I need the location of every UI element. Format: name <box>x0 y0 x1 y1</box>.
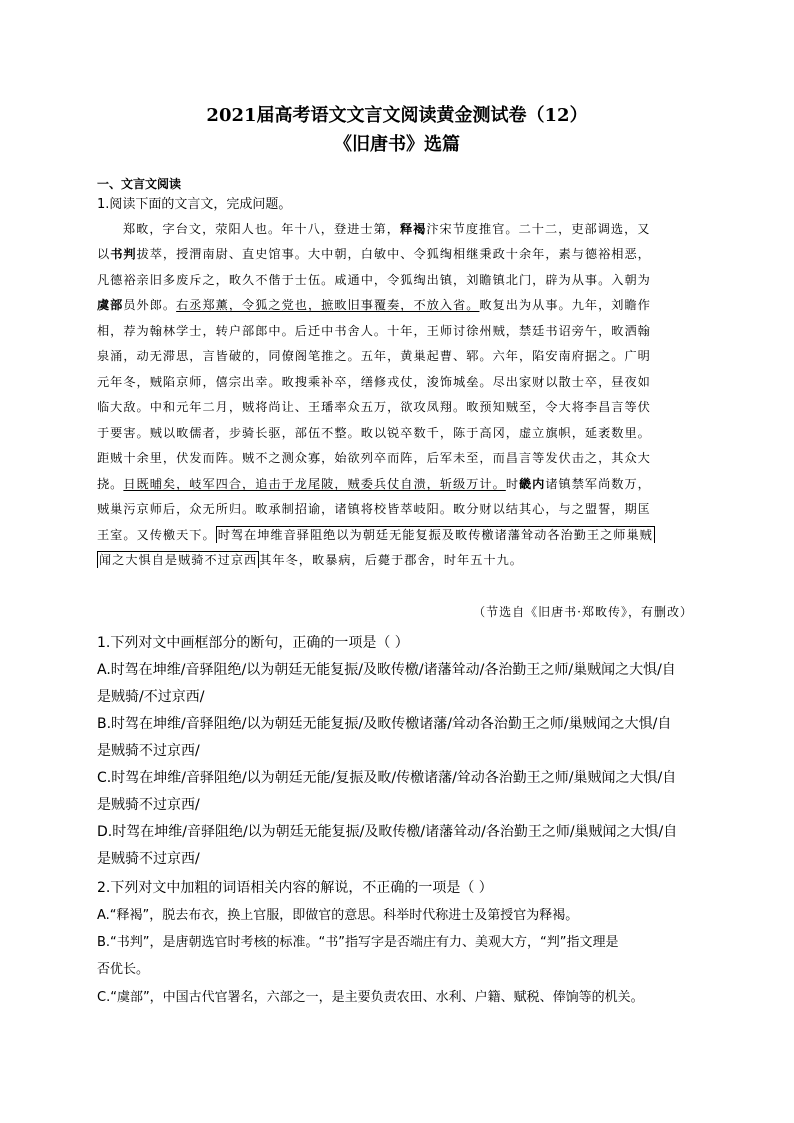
bold-term: 释褐 <box>399 222 427 236</box>
option-2b-cont: 否优长。 <box>97 962 150 977</box>
section-heading: 一、文言文阅读 <box>97 177 182 191</box>
question-2: 2.下列对文中加粗的词语相关内容的解说，不正确的一项是（ ） <box>97 880 493 896</box>
passage-line: 虞部员外郎。右丞郑薰，令狐之党也，摭畋旧事覆奏，不放入省。畋复出为从事。九年，刘瞻作 <box>97 298 651 312</box>
underlined-sentence: 日既晡矣，岐军四合，追击于龙尾陂，贼委兵仗自溃，斩级万计。 <box>123 477 506 491</box>
reading-instruction: 1.阅读下面的文言文，完成问题。 <box>97 197 292 212</box>
underlined-sentence: 右丞郑薰，令狐之党也，摭畋旧事覆奏，不放入省。 <box>176 298 480 312</box>
passage-line: 郑畋，字台文，荥阳人也。年十八，登进士第，释褐汴宋节度推官。二十二，吏部调选，又 <box>123 222 651 236</box>
passage-line: 元年冬，贼陷京师，僖宗出幸。畋搜乘补卒，缮修戎仗，浚饰城垒。尽出家财以散士卒，昼夜如 <box>97 375 651 389</box>
bold-term: 虞部 <box>97 298 124 312</box>
passage-line: 闻之大惧自是贼骑不过京西 其年冬，畋暴病，后薨于郡舍，时年五十九。 <box>99 553 523 567</box>
bold-term: 畿内 <box>519 477 546 491</box>
passage-line: 相，荐为翰林学士，转户部郎中。后迁中书舍人。十年，王师讨徐州贼，禁廷书诏旁午，畋洒翰 <box>97 324 651 338</box>
passage-source: （节选自《旧唐书·郑畋传》，有删改） <box>473 605 693 619</box>
document-subtitle: 《旧唐书》选篇 <box>334 134 460 155</box>
option-2c: C.“虞部”，中国古代官署名，六部之一，是主要负责农田、水利、户籍、赋税、俸饷等的机关。 <box>97 990 644 1005</box>
boxed-passage: 时驾在坤维音驿阻绝以为朝廷无能复振及畋传檄诸藩耸动各治勤王之师巢贼 <box>217 528 653 542</box>
bold-term: 书判 <box>110 247 137 261</box>
option-a: A.时驾在坤维/音驿阻绝/以为朝廷无能复振/及畋传檄/诸藩耸动/各治勤王之师/巢贼闻之大惧/自 <box>97 662 676 678</box>
passage-line: 凡德裕亲旧多废斥之，畋久不偕于士伍。咸通中，令狐绹出镇，刘瞻镇北门，辟为从事。入朝为 <box>97 273 651 287</box>
passage-line: 临大敌。中和元年二月，贼将尚让、王璠率众五万，欲攻凤翔。畋预知贼至，令大将李昌言等伏 <box>97 400 651 414</box>
passage-line: 以书判拔萃，授渭南尉、直史馆事。大中朝，白敏中、令狐绹相继秉政十余年，素与德裕相恶， <box>97 247 651 261</box>
passage-line: 于要害。贼以畋儒者，步骑长驱，部伍不整。畋以锐卒数千，陈于高冈，虚立旗帜，延袤数里。 <box>97 426 651 440</box>
passage-line: 挠。日既晡矣，岐军四合，追击于龙尾陂，贼委兵仗自溃，斩级万计。时畿内诸镇禁军尚数万， <box>97 477 651 491</box>
passage-line: 王室。又传檄天下。 时驾在坤维音驿阻绝以为朝廷无能复振及畋传檄诸藩耸动各治勤王之师巢贼 <box>97 528 653 542</box>
option-2a: A.“释褐”，脱去布衣，换上官服，即做官的意思。科举时代称进士及第授官为释褐。 <box>97 908 579 923</box>
option-d-cont: 是贼骑不过京西/ <box>97 851 200 867</box>
option-2b: B.“书判”，是唐朝选官时考核的标准。“书”指写字是否端庄有力、美观大方，“判”指文理是 <box>97 935 619 950</box>
passage-line: 泉涌，动无滞思，言皆破的，同僚阁笔推之。五年，黄巢起曹、郓。六年，陷安南府据之。广明 <box>97 349 651 363</box>
option-b: B.时驾在坤维/音驿阻绝/以为朝廷无能复振/及畋传檄诸藩/耸动各治勤王之师/巢贼闻之大惧/自 <box>97 716 672 732</box>
passage-line: 距贼十余里，伏发而阵。贼不之测众寡，始欲列卒而阵，后军未至，而昌言等发伏击之，其众大 <box>97 451 651 465</box>
document-title: 2021届高考语文文言文阅读黄金测试卷（12） <box>206 105 588 126</box>
option-a-cont: 是贼骑/不过京西/ <box>97 689 205 705</box>
option-c: C.时驾在坤维/音驿阻绝/以为朝廷无能/复振及畋/传檄诸藩/耸动各治勤王之师/巢贼闻之大惧/自 <box>97 770 677 786</box>
boxed-passage: 闻之大惧自是贼骑不过京西 <box>99 553 258 567</box>
passage-line: 贼巢污京师后，众无所归。畋承制招谕，诸镇将校皆萃岐阳。畋分财以结其心，与之盟誓，期匡 <box>97 502 651 516</box>
option-c-cont: 是贼骑不过京西/ <box>97 797 200 813</box>
option-d: D.时驾在坤维/音驿阻绝/以为朝廷无能复振/及畋传檄/诸藩耸动/各治勤王之师/巢贼闻之大惧/自 <box>97 824 678 840</box>
question-1: 1.下列对文中画框部分的断句，正确的一项是（ ） <box>97 635 409 651</box>
option-b-cont: 是贼骑不过京西/ <box>97 743 200 759</box>
